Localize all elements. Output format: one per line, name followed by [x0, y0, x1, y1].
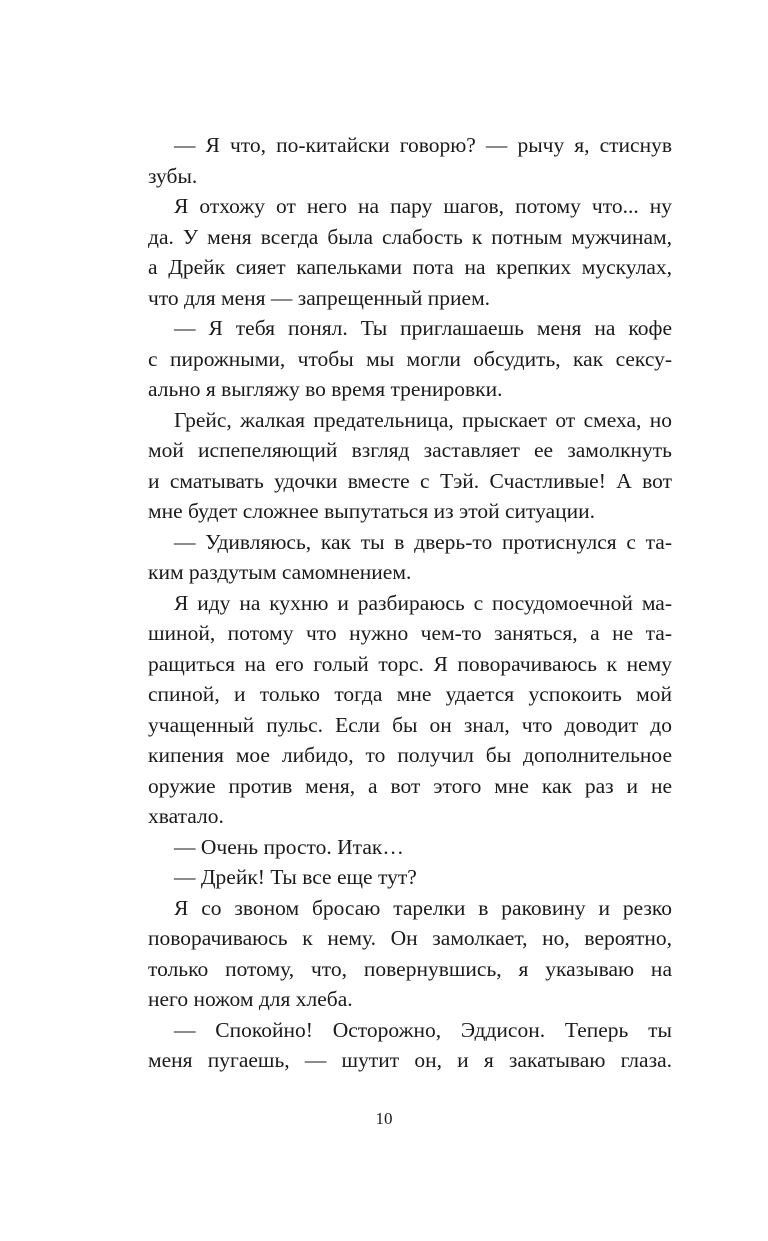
text-line: меня пугаешь, — шутит он, и я закатываю глаза. [148, 1048, 672, 1072]
page-number: 10 [375, 1109, 393, 1128]
text-line: Я со звоном бросаю тарелки в раковину и резко [174, 895, 672, 920]
text-line: только потому, что, повернувшись, я указываю на [148, 956, 672, 981]
text-line: хватало. [148, 804, 224, 828]
text-line: него ножом для хлеба. [148, 987, 353, 1011]
text-line: спиной, и только тогда мне удается успокоить мой [148, 682, 672, 706]
text-line: оружие против меня, а вот этого мне как раз и не [148, 773, 672, 798]
text-line: мой испепеляющий взгляд заставляет ее замолкнуть [148, 438, 672, 462]
text-line: а Дрейк сияет капельками пота на крепких мускулах, [148, 255, 672, 279]
text-line: с пирожными, чтобы мы могли обсудить, как сексу- [148, 346, 672, 371]
text-line: — Дрейк! Ты все еще тут? [174, 865, 417, 889]
text-line: и сматывать удочки вместе с Тэй. Счастливые! А вот [148, 468, 672, 493]
text-line: — Очень просто. Итак… [174, 834, 404, 859]
text-line: ально я выгляжу во время тренировки. [148, 377, 503, 401]
text-line: ращиться на его голый торс. Я поворачиваюсь к нему [148, 651, 672, 676]
text-line: — Я тебя понял. Ты приглашаешь меня на кофе [174, 316, 672, 340]
text-line: — Спокойно! Осторожно, Эддисон. Теперь ты [174, 1017, 672, 1042]
text-line: зубы. [148, 163, 198, 188]
text-line: ким раздутым самомнением. [148, 560, 412, 584]
text-line: Я отхожу от него на пару шагов, потому что... ну [174, 194, 672, 218]
text-line: Я иду на кухню и разбираюсь с посудомоечной ма- [174, 590, 672, 615]
text-line: шиной, потому что нужно чем-то заняться, а не та- [148, 621, 672, 645]
text-line: — Удивляюсь, как ты в дверь-то протиснулся с та- [174, 529, 672, 554]
text-line: кипения мое либидо, то получил бы дополнительное [148, 743, 672, 767]
body-text [148, 130, 672, 1076]
text-line: что для меня — запрещенный прием. [148, 285, 491, 310]
text-line: учащенный пульс. Если бы он знал, что доводит до [148, 712, 672, 737]
text-line: поворачиваюсь к нему. Он замолкает, но, вероятно, [148, 926, 672, 950]
text-line: да. У меня всегда была слабость к потным мужчинам, [148, 224, 672, 249]
text-line: Грейс, жалкая предательница, прыскает от смеха, но [174, 407, 672, 432]
text-line: — Я что, по-китайски говорю? — рычу я, стиснув [174, 133, 672, 157]
text-line: мне будет сложнее выпутаться из этой ситуации. [148, 499, 596, 523]
